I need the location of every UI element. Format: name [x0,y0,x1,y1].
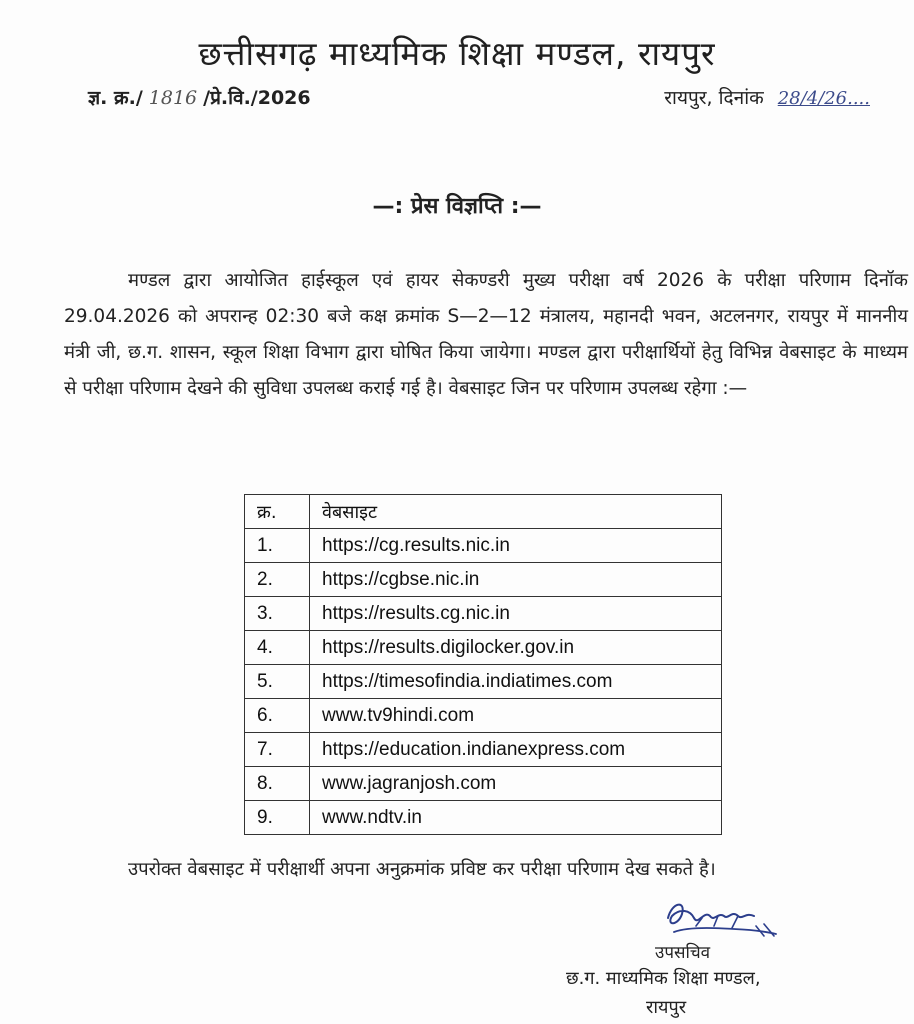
row-serial: 6. [245,699,310,733]
row-serial: 7. [245,733,310,767]
table-row [245,767,722,801]
table-row [245,665,722,699]
row-website: www.jagranjosh.com [310,767,722,801]
ref-suffix: /प्रे.वि./2026 [203,87,311,109]
handwritten-signature [660,896,790,946]
row-serial: 8. [245,767,310,801]
ref-prefix: ज्ञ. क्र./ [88,87,143,109]
organization-title: छत्तीसगढ़ माध्यमिक शिक्षा मण्डल, रायपुर [198,34,716,73]
row-serial: 1. [245,529,310,563]
row-website: www.tv9hindi.com [310,699,722,733]
row-serial: 9. [245,801,310,835]
table-row [245,733,722,767]
row-serial: 5. [245,665,310,699]
date-label: रायपुर, दिनांक [664,87,764,109]
table-row [245,529,722,563]
date-line [664,84,870,110]
table-row [245,631,722,665]
row-website: https://education.indianexpress.com [310,733,722,767]
row-serial: 3. [245,597,310,631]
row-website: www.ndtv.in [310,801,722,835]
row-website: https://results.cg.nic.in [310,597,722,631]
body-paragraph-2: उपरोक्त वेबसाइट में परीक्षार्थी अपना अनुक्रमांक प्रविष्ट कर परीक्षा परिणाम देख सकते है। [128,859,716,880]
column-header-serial: क्र. [245,495,310,529]
table-row [245,597,722,631]
table-header-row [245,495,722,529]
column-header-website: वेबसाइट [310,495,722,529]
signatory-city: रायपुर [646,997,687,1018]
press-release-heading: —: प्रेस विज्ञप्ति :— [372,194,542,219]
ref-number-handwritten: 1816 [148,87,198,109]
row-website: https://cg.results.nic.in [310,529,722,563]
body-paragraph-1: मण्डल द्वारा आयोजित हाईस्कूल एवं हायर सेकण्डरी मुख्य परीक्षा वर्ष 2026 के परीक्षा परिणाम दिनॉक 29.04.2026 को अपरान्ह 02:30 बजे कक्ष क्रमांक S—2—12 मंत्रालय, महानदी भवन, अटलनगर, रायपुर में माननीय मंत्री जी, छ.ग. शासन, स्कूल शिक्षा विभाग द्वारा घोषित किया जायेगा। मण्डल द्वारा परीक्षार्थियों हेतु विभिन्न वेबसाइट के माध्यम से परीक्षा परिणाम देखने की सुविधा उपलब्ध कराई गई है। वेबसाइट जिन पर परिणाम उपलब्ध रहेगा :— [64,270,908,399]
row-website: https://cgbse.nic.in [310,563,722,597]
row-website: https://timesofindia.indiatimes.com [310,665,722,699]
websites-table [244,494,722,835]
row-website: https://results.digilocker.gov.in [310,631,722,665]
date-handwritten: 28/4/26.... [777,88,870,109]
reference-number [88,84,311,110]
table-row [245,563,722,597]
signatory-organization: छ.ग. माध्यमिक शिक्षा मण्डल, [566,968,761,989]
signatory-role: उपसचिव [655,943,711,963]
row-serial: 2. [245,563,310,597]
table-row [245,699,722,733]
table-row [245,801,722,835]
row-serial: 4. [245,631,310,665]
